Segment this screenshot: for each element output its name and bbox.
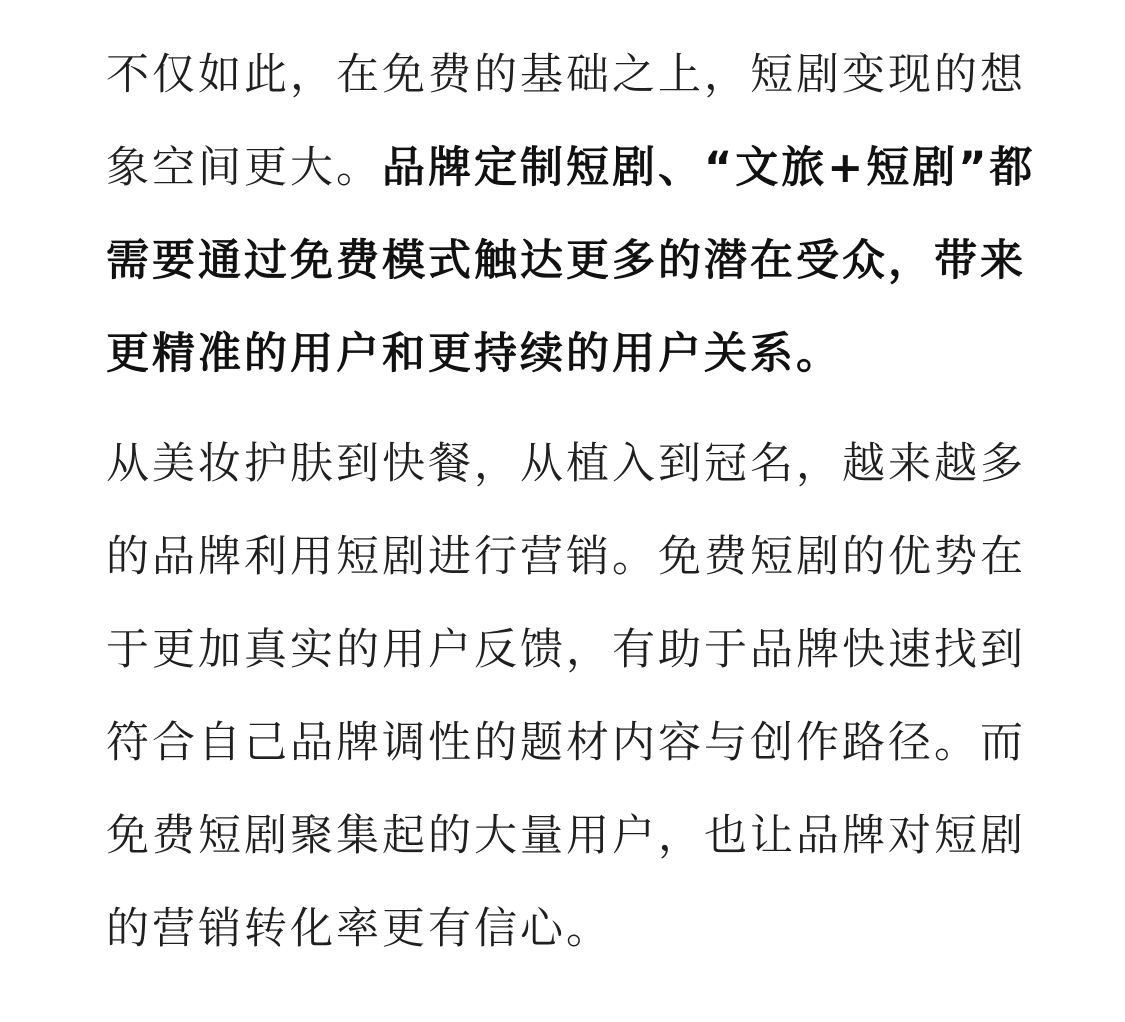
- text-line: [106, 323, 1026, 385]
- text-line: [106, 805, 1026, 867]
- paragraph-brand-marketing: [106, 433, 1026, 960]
- text-normal: 符合自己品牌调性的题材内容与创作路径。而: [106, 718, 1026, 768]
- text-line: [106, 619, 1026, 681]
- text-line: [106, 898, 1026, 960]
- text-line: [106, 137, 1036, 199]
- text-normal: 象空间更大。: [106, 143, 382, 193]
- text-normal: 的营销转化率更有信心。: [106, 904, 612, 954]
- text-bold: 品牌定制短剧、“文旅+短剧”都: [382, 143, 1036, 193]
- text-normal: 的品牌利用短剧进行营销。免费短剧的优势在: [106, 532, 1026, 582]
- text-normal: 从美妆护肤到快餐，从植入到冠名，越来越多: [106, 439, 1026, 489]
- text-line: [106, 712, 1026, 774]
- text-line: [106, 44, 1026, 106]
- paragraph-spacer: [106, 385, 1026, 433]
- text-normal: 不仅如此，在免费的基础之上，短剧变现的想: [106, 50, 1026, 100]
- text-normal: 免费短剧聚集起的大量用户，也让品牌对短剧: [106, 811, 1026, 861]
- text-bold: 需要通过免费模式触达更多的潜在受众，带来: [106, 236, 1026, 286]
- text-normal: 于更加真实的用户反馈，有助于品牌快速找到: [106, 625, 1026, 675]
- text-bold: 更精准的用户和更持续的用户关系。: [106, 329, 842, 379]
- text-line: [106, 230, 1026, 292]
- article-body: [106, 44, 1036, 960]
- paragraph-brand-custom-dramas: [106, 44, 1036, 385]
- text-line: [106, 433, 1026, 495]
- text-line: [106, 526, 1026, 588]
